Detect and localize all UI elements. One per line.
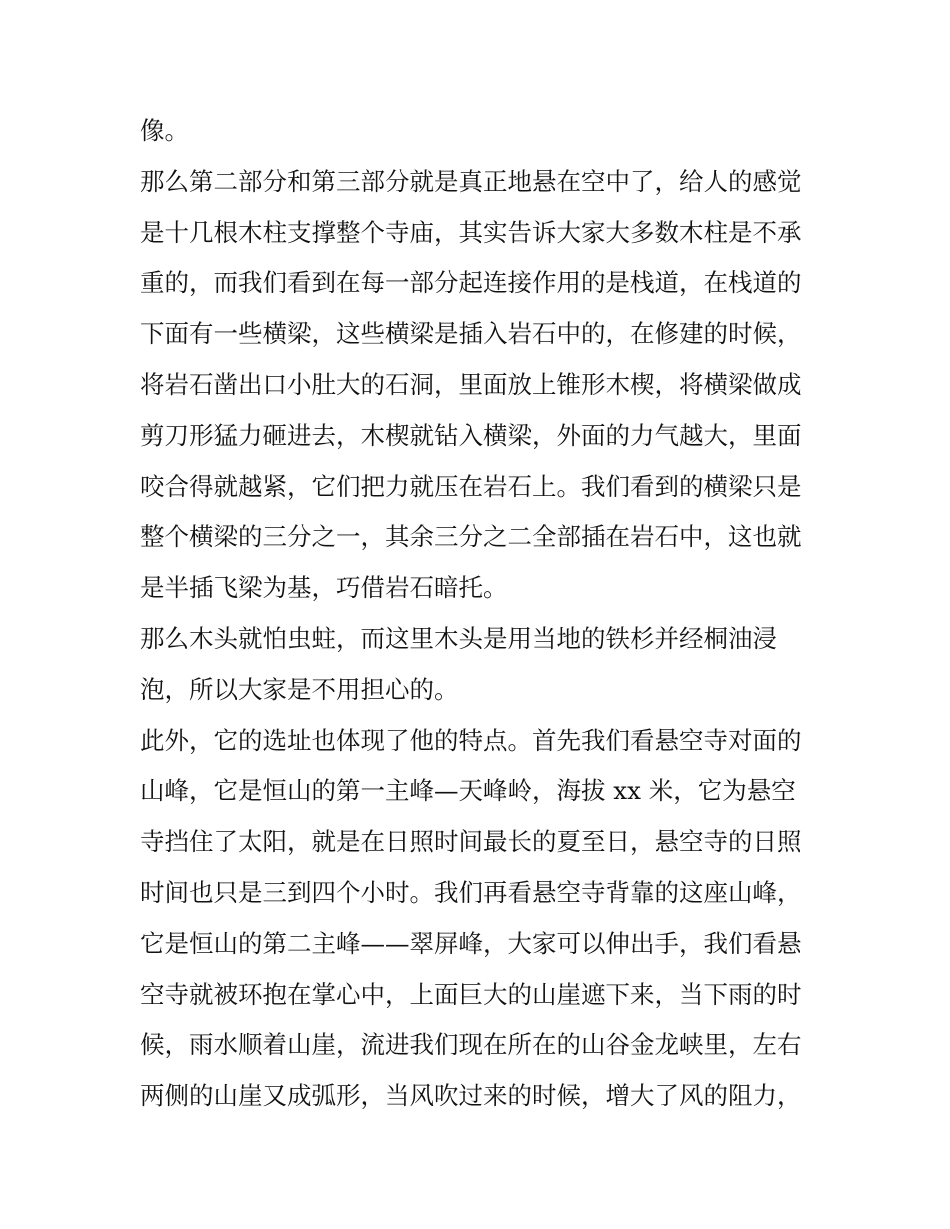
text-line: 像。	[140, 116, 189, 145]
text-line: 是十几根木柱支撑整个寺庙，其实告诉大家大多数木柱是不承	[140, 217, 802, 247]
text-line: 将岩石凿出口小肚大的石洞，里面放上锥形木楔，将横梁做成	[140, 369, 802, 399]
text-line: 泡，所以大家是不用担心的。	[140, 674, 459, 704]
text-line: 剪刀形猛力砸进去，木楔就钻入横梁，外面的力气越大，里面	[140, 420, 802, 450]
document-body	[140, 106, 820, 1122]
text-line: 两侧的山崖又成弧形，当风吹过来的时候，增大了风的阻力，	[140, 1081, 802, 1111]
text-line: 此外，它的选址也体现了他的特点。首先我们看悬空寺对面的	[140, 725, 802, 755]
text-line: 它是恒山的第二主峰——翠屏峰，大家可以伸出手，我们看悬	[140, 928, 802, 958]
text-line: 寺挡住了太阳，就是在日照时间最长的夏至日，悬空寺的日照	[140, 827, 802, 857]
text-line: 那么第二部分和第三部分就是真正地悬在空中了，给人的感觉	[140, 166, 802, 196]
text-line: 是半插飞梁为基，巧借岩石暗托。	[140, 573, 508, 603]
text-line: 时间也只是三到四个小时。我们再看悬空寺背靠的这座山峰，	[140, 877, 802, 907]
text-line: 重的，而我们看到在每一部分起连接作用的是栈道，在栈道的	[140, 268, 802, 298]
text-line: 山峰，它是恒山的第一主峰—天峰岭，海拔 xx 米，它为悬空	[140, 776, 796, 806]
text-line: 空寺就被环抱在掌心中，上面巨大的山崖遮下来，当下雨的时	[140, 979, 802, 1009]
text-line: 下面有一些横梁，这些横梁是插入岩石中的，在修建的时候，	[140, 319, 802, 349]
text-line: 整个横梁的三分之一，其余三分之二全部插在岩石中，这也就	[140, 522, 802, 552]
text-line: 咬合得就越紧，它们把力就压在岩石上。我们看到的横梁只是	[140, 471, 802, 501]
text-line: 候，雨水顺着山崖，流进我们现在所在的山谷金龙峡里，左右	[140, 1030, 802, 1060]
text-line: 那么木头就怕虫蛀，而这里木头是用当地的铁杉并经桐油浸	[140, 623, 777, 653]
